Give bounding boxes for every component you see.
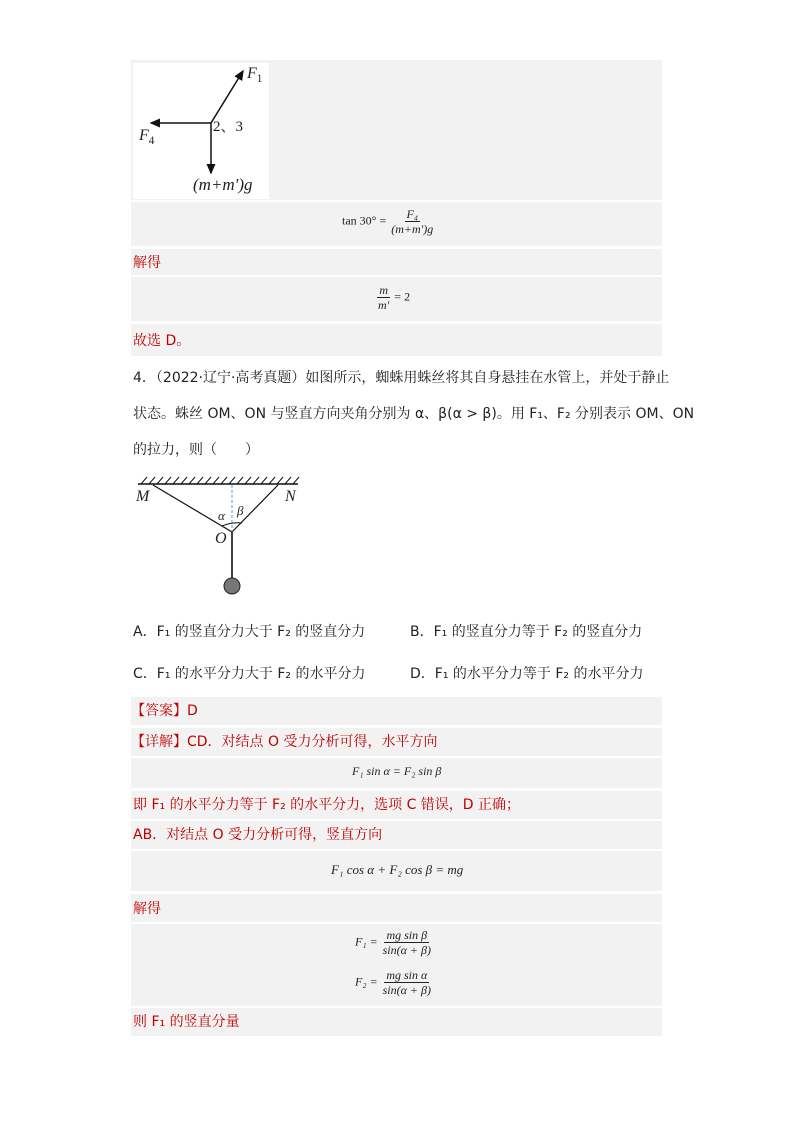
band-choice [131, 324, 662, 356]
band-solve1 [131, 249, 662, 275]
label-m: M [136, 488, 150, 505]
equation-horizontal: F₁ sin α = F₂ sin β [352, 764, 442, 778]
label-o: O [215, 530, 227, 547]
question-line-3: 的拉力，则（ ） [133, 442, 259, 458]
equation-ratio: $\frac{m}{m'}$ = 2 [378, 283, 411, 312]
label-node: 2、3 [213, 119, 244, 135]
label-beta: β [237, 503, 244, 518]
equation-f1: F₁ = $\frac{\text{mg sin β}}{\sin(\alpha + \beta)}$ [355, 928, 431, 957]
label-n: N [285, 488, 296, 505]
answer-value: D [187, 703, 198, 719]
option-d[interactable]: D．F₁ 的水平分力等于 F₂ 的水平分力 [410, 666, 644, 682]
equation-f2: F₂ = $\frac{\text{mg sin α}}{\sin(\alpha + \beta)}$ [355, 968, 431, 997]
question-line-2: 状态。蛛丝 OM、ON 与竖直方向夹角分别为 α、β(α > β)。用 F₁、F₂ 分别表示 OM、ON [133, 406, 695, 422]
spider-ball [224, 578, 240, 594]
detail-tag: 【详解】 [131, 734, 187, 750]
band-solve2 [131, 894, 662, 922]
text-solve-2: 解得 [133, 901, 161, 917]
equation-vertical: F₁ cos α + F₂ cos β = mg [331, 862, 464, 877]
label-alpha: α [218, 508, 225, 523]
detail-line-2: 即 F₁ 的水平分力等于 F₂ 的水平分力，选项 C 错误，D 正确； [133, 797, 521, 813]
label-weight: (m+m')g [193, 175, 253, 194]
detail-line-1: 【详解】CD．对结点 O 受力分析可得，水平方向 [131, 734, 438, 750]
question-line-1: 4．（2022·辽宁·高考真题）如图所示，蜘蛛用蛛丝将其自身悬挂在水管上，并处于静止 [133, 370, 670, 386]
label-f4: $F_4$ [139, 127, 155, 148]
option-b[interactable]: B．F₁ 的竖直分力等于 F₂ 的竖直分力 [410, 624, 643, 640]
equation-tan: tan 30° = $\frac{\text{F₄}}{(m+m')g}$ [342, 207, 434, 236]
band-answer [131, 697, 662, 725]
text-solve-1: 解得 [133, 255, 161, 271]
force-diagram [133, 63, 269, 199]
text-choice: 故选 D。 [133, 333, 191, 349]
answer-tag: 【答案】 [131, 703, 187, 719]
answer-line [131, 701, 198, 721]
pipe-hatch [141, 477, 299, 484]
label-f1: $F_1$ [247, 65, 263, 86]
detail-line-3: AB．对结点 O 受力分析可得，竖直方向 [133, 827, 383, 843]
option-a[interactable]: A．F₁ 的竖直分力大于 F₂ 的竖直分力 [133, 624, 366, 640]
option-c[interactable]: C．F₁ 的水平分力大于 F₂ 的水平分力 [133, 666, 366, 682]
detail-line-4: 则 F₁ 的竖直分量 [133, 1014, 240, 1030]
spider-diagram [133, 472, 313, 602]
